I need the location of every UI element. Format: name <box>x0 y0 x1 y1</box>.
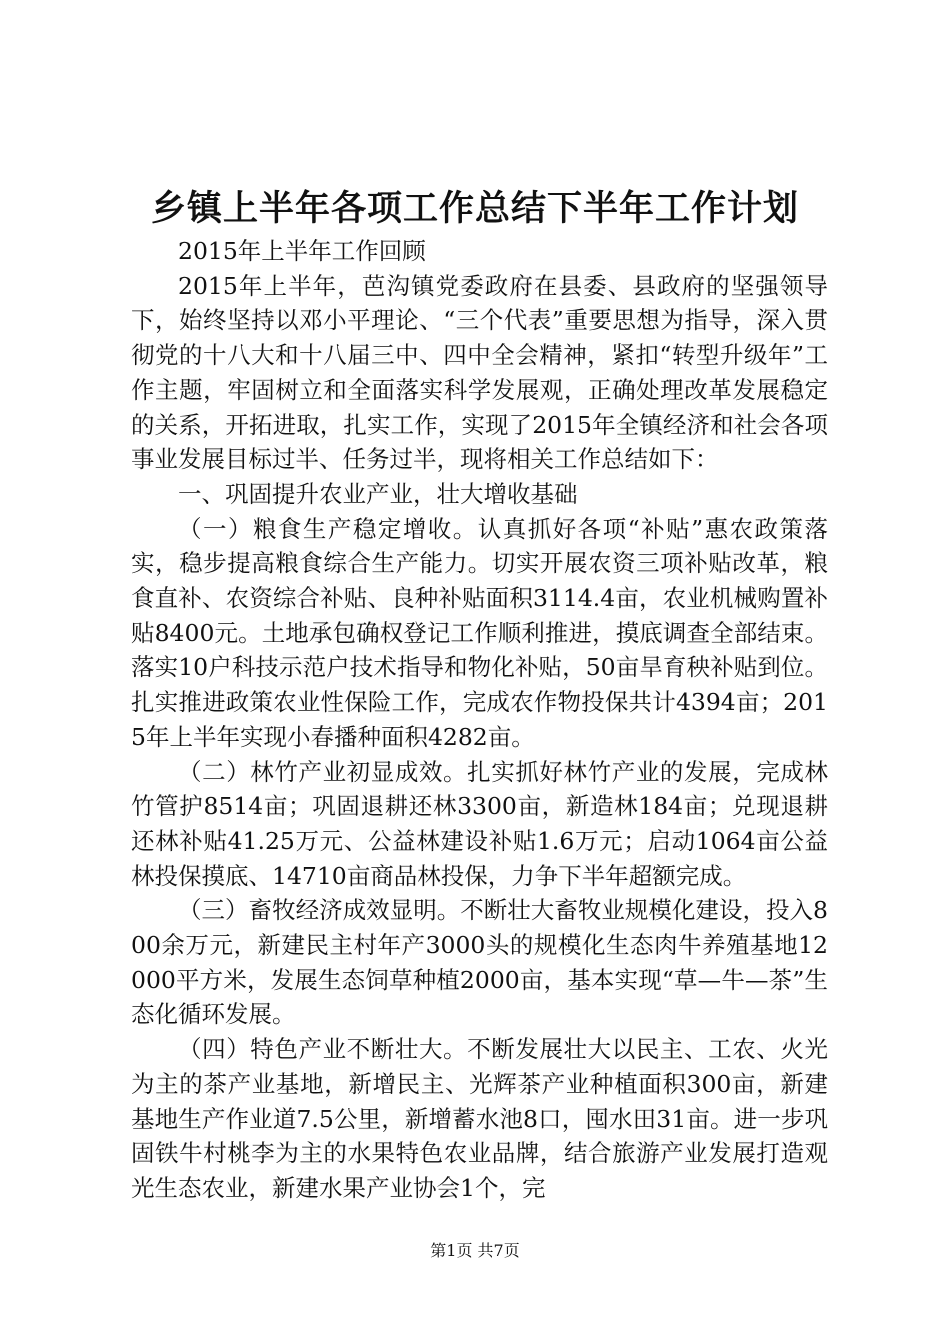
section-heading-review: 2015年上半年工作回顾 <box>178 237 426 265</box>
paragraph-livestock: （三）畜牧经济成效显明。不断壮大畜牧业规模化建设，投入800余万元，新建民主村年产3000头的规模化生态肉牛养殖基地12000平方米，发展生态饲草种植2000亩，基本实现“草—牛—茶”生态化循环发展。 <box>131 896 828 1029</box>
section-heading-agriculture: 一、巩固提升农业产业，壮大增收基础 <box>178 479 578 508</box>
paragraph-forestry: （二）林竹产业初显成效。扎实抓好林竹产业的发展，完成林竹管护8514亩；巩固退耕还林3300亩，新造林184亩；兑现退耕还林补贴41.25万元、公益林建设补贴1.6万元；启动1064亩公益林投保摸底、14710亩商品林投保，力争下半年超额完成。 <box>131 757 828 890</box>
page-footer: 第1页 共7页 <box>430 1241 520 1260</box>
intro-paragraph: 2015年上半年，芭沟镇党委政府在县委、县政府的坚强领导下，始终坚持以邓小平理论、“三个代表”重要思想为指导，深入贯彻党的十八大和十八届三中、四中全会精神，紧扣“转型升级年”工作主题，牢固树立和全面落实科学发展观，正确处理改革发展稳定的关系，开拓进取，扎实工作，实现了2015年全镇经济和社会各项事业发展目标过半、任务过半，现将相关工作总结如下： <box>131 271 828 474</box>
paragraph-specialty: （四）特色产业不断壮大。不断发展壮大以民主、工农、火光为主的茶产业基地，新增民主、光辉茶产业种植面积300亩，新建基地生产作业道7.5公里，新增蓄水池8口，囤水田31亩。进一步巩固铁牛村桃李为主的水果特色农业品牌，结合旅游产业发展打造观光生态农业，新建水果产业协会1个，完 <box>131 1035 828 1202</box>
document-title: 乡镇上半年各项工作总结下半年工作计划 <box>150 188 799 229</box>
document-body <box>131 234 828 1206</box>
paragraph-grain: （一）粮食生产稳定增收。认真抓好各项“补贴”惠农政策落实，稳步提高粮食综合生产能力。切实开展农资三项补贴改革，粮食直补、农资综合补贴、良种补贴面积3114.4亩，农业机械购置补贴8400元。土地承包确权登记工作顺利推进，摸底调查全部结束。落实10户科技示范户技术指导和物化补贴，50亩旱育秧补贴到位。扎实推进政策农业性保险工作，完成农作物投保共计4394亩；2015年上半年实现小春播种面积4282亩。 <box>131 514 828 751</box>
